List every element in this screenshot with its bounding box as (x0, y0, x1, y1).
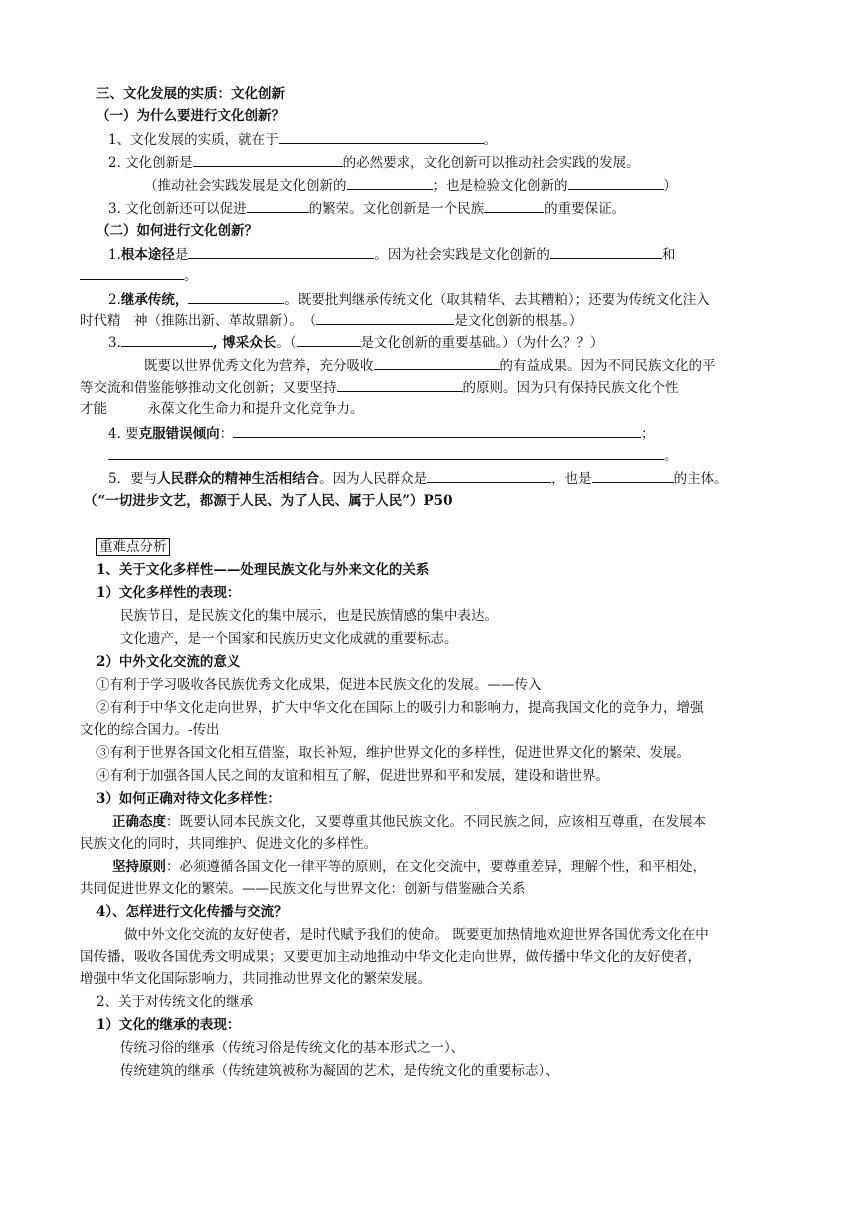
meaning-item: ④有利于加强各国人民之间的友谊和相互了解，促进世界和平和发展，建设和谐世界。 (96, 768, 609, 784)
section-title: 三、文化发展的实质：文化创新 (96, 86, 285, 102)
p3-text-d: 既要以世界优秀文化为营养，充分吸收 (144, 358, 374, 374)
q4-text-b: 的繁荣。文化创新是一个民族 (308, 201, 485, 217)
fill-blank[interactable] (279, 129, 484, 144)
p2-text-d: 是文化创新的根基。） (454, 313, 583, 329)
meaning-item-cont: 文化的综合国力。-传出 (80, 722, 220, 738)
inherit-line: 传统习俗的继承（传统习俗是传统文化的基本形式之一）、 (120, 1040, 465, 1056)
q2-line (108, 152, 640, 173)
fill-blank[interactable] (247, 198, 309, 213)
p1-text-c: 。因为社会实践是文化创新的 (374, 247, 550, 263)
inherit-line: 传统建筑的继承（传统建筑被称为凝固的艺术，是传统文化的重要标志）、 (120, 1063, 559, 1079)
fill-blank[interactable] (316, 310, 454, 325)
p2-line (108, 289, 710, 310)
principle-line-2: 共同促进世界文化的繁荣。——民族文化与世界文化：创新与借鉴融合关系 (80, 881, 526, 897)
fill-blank[interactable] (188, 244, 374, 259)
fill-blank[interactable] (592, 468, 674, 483)
q2-text-b: 的必然要求，文化创新可以推动社会实践的发展。 (342, 155, 640, 171)
p2-text-c: 时代精 神（推陈出新、革故鼎新）。 （ (80, 313, 317, 329)
fill-blank[interactable] (108, 445, 664, 460)
meaning-item: ③有利于世界各国文化相互借鉴，取长补短，维护世界文化的多样性，促进世界文化的繁荣、发展。 (96, 745, 690, 761)
p2-num: 2. (108, 292, 121, 308)
q1-line (108, 129, 497, 150)
p3-text-f: 等交流和借鉴能够推动文化创新；又要坚持 (80, 380, 337, 396)
principle-label: 坚持原则 (112, 859, 166, 875)
p3-line (108, 332, 604, 353)
p4-line-2 (108, 445, 678, 466)
fill-blank[interactable] (233, 423, 641, 438)
analysis-h1-3: 3）如何正确对待文化多样性： (96, 791, 281, 807)
p3-text-e: 的有益成果。因为不同民族文化的平 (499, 358, 716, 374)
p5-text-d: 的主体。 (673, 471, 728, 487)
p1-line-2 (80, 265, 198, 286)
fill-blank[interactable] (80, 265, 184, 280)
boxed-label: 重难点分析 (96, 538, 170, 556)
p3-text-c: 是文化创新的重要基础。）（为什么？？） (360, 335, 604, 351)
q4-text-a: 3. 文化创新还可以促进 (108, 201, 247, 217)
q2-text-a: 2. 文化创新是 (108, 155, 193, 171)
p4-bold: 克服错误倾向 (138, 426, 220, 442)
p4-semicolon: ； (641, 426, 655, 442)
p3-bold: , 博采众长 (212, 335, 277, 351)
principle-text: ：必须遵循各国文化一律平等的原则，在文化交流中，要尊重差异，理解个性，和平相处， (166, 859, 706, 875)
attitude-line-2: 民族文化的同时，共同维护、促进文化的多样性。 (80, 836, 377, 852)
q3-line (144, 175, 677, 196)
p4-colon: ： (219, 426, 234, 442)
p1-text-d: 和 (661, 247, 676, 263)
p3-line-3 (80, 377, 679, 398)
attitude-line (112, 812, 706, 832)
exchange-line: 增强中华文化国际影响力，共同推动世界文化的繁荣发展。 (80, 971, 431, 987)
q3-text-a: （推动社会实践发展是文化创新的 (144, 178, 347, 194)
fill-blank[interactable] (550, 244, 662, 259)
analysis-h1: 1、关于文化多样性——处理民族文化与外来文化的关系 (96, 562, 430, 578)
p5-text-c: ，也是 (551, 471, 592, 487)
fill-blank[interactable] (297, 332, 361, 347)
text-line: 民族节日，是民族文化的集中展示，也是民族情感的集中表达。 (120, 608, 498, 624)
fill-blank[interactable] (347, 175, 433, 190)
p3-num: 3. (108, 335, 121, 351)
p3-text-g: 的原则。因为只有保持民族文化个性 (462, 380, 679, 396)
p1-bold: 根本途径 (120, 247, 175, 263)
p1-end: 。 (184, 268, 198, 284)
text-line: 文化遗产，是一个国家和民族历史文化成就的重要标志。 (120, 631, 458, 647)
analysis-h2-1: 1）文化的继承的表现： (96, 1017, 241, 1033)
q1-text: 1、文化发展的实质，就在于 (108, 132, 279, 148)
p5-num: 5．要与 (108, 471, 158, 487)
p1-line (108, 244, 675, 265)
p5-line (108, 468, 728, 489)
part1-heading: （一）为什么要进行文化创新？ (96, 108, 285, 124)
p2-line-2 (80, 310, 583, 331)
fill-blank[interactable] (121, 332, 213, 347)
q4-line (108, 198, 625, 219)
fill-blank[interactable] (374, 355, 500, 370)
p2-bold: 继承传统， (120, 292, 189, 308)
meaning-item: ①有利于学习吸收各民族优秀文化成果，促进本民族文化的发展。——传入 (96, 677, 542, 693)
p4-num: 4. 要 (108, 426, 139, 442)
fill-blank[interactable] (427, 468, 551, 483)
p3-line-4: 才能 永葆文化生命力和提升文化竞争力。 (80, 401, 364, 417)
exchange-line: 做中外文化交流的友好使者，是时代赋予我们的使命。 既要更加热情地欢迎世界各国优秀文化在中 (124, 927, 709, 943)
p1-text: 是 (174, 247, 189, 263)
q3-text-c: ） (663, 178, 677, 194)
p5-quote: （“一切进步文艺，都源于人民、为了人民、属于人民”）P50 (84, 493, 453, 509)
fill-blank[interactable] (337, 377, 463, 392)
p2-text: 。既要批判继承传统文化（取其精华、去其糟粕）；还要为传统文化注入 (284, 292, 710, 308)
q3-text-b: ；也是检验文化创新的 (432, 178, 568, 194)
p4-line (108, 423, 655, 444)
analysis-h1-1: 1）文化多样性的表现： (96, 585, 241, 601)
part2-heading: （二）如何进行文化创新？ (96, 223, 258, 239)
analysis-h1-2: 2）中外文化交流的意义 (96, 654, 241, 670)
fill-blank[interactable] (193, 152, 343, 167)
analysis-box-label (96, 537, 170, 557)
p3-line-2 (144, 355, 716, 376)
fill-blank[interactable] (568, 175, 664, 190)
p3-text: 。（ (276, 335, 297, 351)
analysis-h2: 2、关于对传统文化的继承 (96, 994, 254, 1010)
meaning-item: ②有利于中华文化走向世界，扩大中华文化在国际上的吸引力和影响力，提高我国文化的竞争力，增强 (96, 700, 704, 716)
p1-num: 1. (108, 247, 121, 263)
attitude-text: ：既要认同本民族文化，又要尊重其他民族文化。不同民族之间，应该相互尊重，在发展本 (166, 814, 706, 830)
fill-blank[interactable] (188, 289, 284, 304)
analysis-h1-4: 4）、怎样进行文化传播与交流？ (96, 904, 288, 920)
fill-blank[interactable] (484, 198, 544, 213)
q1-end: 。 (483, 132, 498, 148)
p5-text: 。因为人民群众是 (319, 471, 428, 487)
q4-text-c: 的重要保证。 (544, 201, 626, 217)
exchange-line: 国传播，吸收各国优秀文明成果；又要更加主动地推动中华文化走向世界，做传播中华文化的友好使者， (80, 949, 701, 965)
principle-line (112, 857, 706, 877)
p4-end: 。 (664, 448, 678, 464)
attitude-label: 正确态度 (112, 814, 166, 830)
p5-bold: 人民群众的精神生活相结合 (157, 471, 320, 487)
